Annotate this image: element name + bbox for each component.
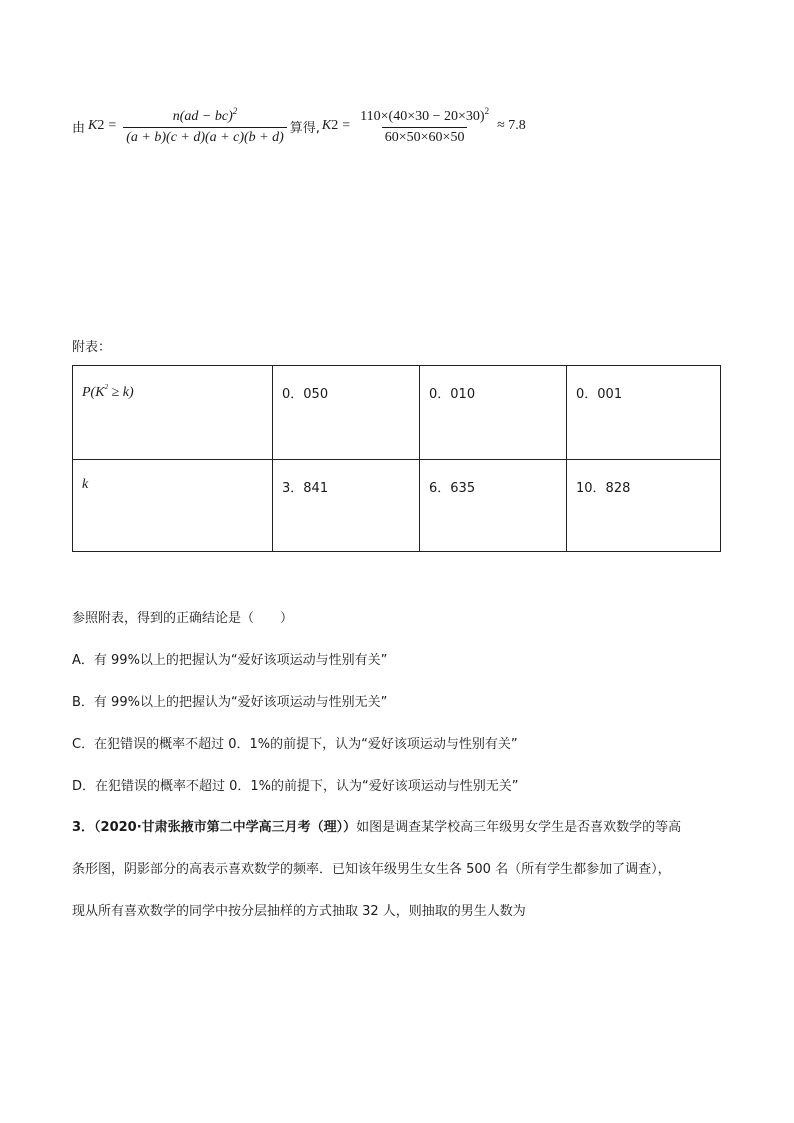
formula-prefix: 由 bbox=[72, 120, 86, 136]
equals-sign-2: = bbox=[342, 118, 351, 133]
table-cell: 0．001 bbox=[567, 366, 721, 460]
chi-square-formula bbox=[72, 104, 526, 148]
table-row-k bbox=[73, 460, 721, 552]
option-a[interactable]: A．有 99%以上的把握认为“爱好该项运动与性别有关” bbox=[72, 653, 388, 668]
table-row-probability bbox=[73, 366, 721, 460]
k-symbol: K bbox=[88, 118, 98, 133]
option-c[interactable]: C．在犯错误的概率不超过 0．1%的前提下，认为“爱好该项运动与性别有关” bbox=[72, 737, 518, 752]
option-d[interactable]: D．在犯错误的概率不超过 0．1%的前提下，认为“爱好该项运动与性别无关” bbox=[72, 779, 519, 794]
general-fraction bbox=[123, 106, 287, 146]
equals-sign: = bbox=[108, 118, 117, 133]
table-cell: 0．010 bbox=[420, 366, 567, 460]
table-header-probability: $P(K^2 \ge k)$ bbox=[73, 366, 273, 460]
formula-middle-text: 算得, bbox=[289, 120, 320, 136]
table-cell: 0．050 bbox=[273, 366, 420, 460]
calc-fraction bbox=[357, 106, 492, 146]
table-header-k: k bbox=[73, 460, 273, 552]
table-cell: 10．828 bbox=[567, 460, 721, 552]
k-superscript: 2 bbox=[97, 118, 105, 133]
critical-value-table bbox=[72, 365, 721, 552]
question-3-line-3: 现从所有喜欢数学的同学中按分层抽样的方式抽取 32 人，则抽取的男生人数为 bbox=[72, 904, 526, 919]
general-numerator: n(ad − bc)$^2$ bbox=[172, 106, 238, 124]
general-denominator: (a + b)(c + d)(a + c)(b + d) bbox=[123, 127, 287, 146]
calc-denominator: 60×50×60×50 bbox=[382, 127, 468, 146]
question-3-source: （2020·甘肃张掖市第二中学高三月考（理）） bbox=[94, 820, 357, 835]
question-3-text: 如图是调查某学校高三年级男女学生是否喜欢数学的等高 bbox=[356, 820, 682, 835]
question-stem: 参照附表，得到的正确结论是（ ） bbox=[72, 611, 294, 626]
k-superscript-2: 2 bbox=[331, 118, 339, 133]
table-cell: 3．841 bbox=[273, 460, 420, 552]
table-cell: 6．635 bbox=[420, 460, 567, 552]
option-b[interactable]: B．有 99%以上的把握认为“爱好该项运动与性别无关” bbox=[72, 695, 388, 710]
calc-numerator: $110\times(40\times 30 - 20\times 30)^2$ bbox=[360, 106, 490, 124]
question-3-line-1 bbox=[72, 816, 681, 835]
k-symbol-2: K bbox=[321, 118, 332, 133]
formula-result: ≈ 7.8 bbox=[497, 118, 526, 133]
question-3-line-2: 条形图，阴影部分的高表示喜欢数学的频率．已知该年级男生女生各 500 名（所有学生都参加了调查）， bbox=[72, 862, 671, 877]
appendix-label: 附表： bbox=[72, 340, 112, 355]
question-3-number: 3． bbox=[72, 820, 95, 835]
